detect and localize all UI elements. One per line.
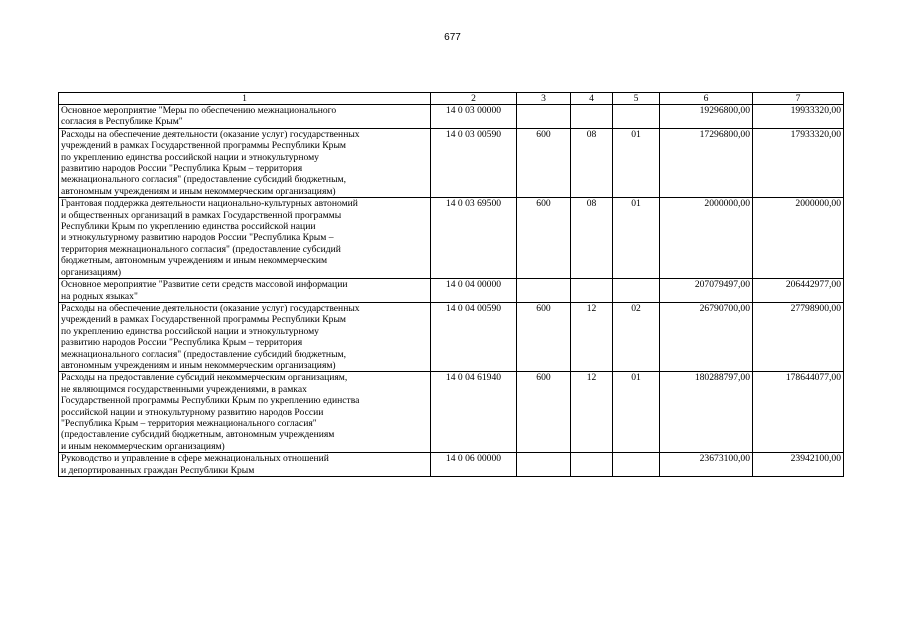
row-code: 14 0 03 00000 [431,105,517,129]
row-name: Основное мероприятие "Развитие сети средств массовой информации на родных языках" [59,279,431,303]
header-col-4: 4 [571,93,613,105]
header-col-6: 6 [660,93,753,105]
header-col-7: 7 [753,93,844,105]
header-col-1: 1 [59,93,431,105]
table-row [59,453,844,477]
row-amount-6: 26790700,00 [660,302,753,371]
table-row [59,105,844,129]
row-name: Основное мероприятие "Меры по обеспечению межнационального согласия в Республике Крым" [59,105,431,129]
row-col-4 [571,279,613,303]
row-col-3 [517,279,571,303]
table-row [59,279,844,303]
header-col-2: 2 [431,93,517,105]
row-col-3 [517,453,571,477]
row-amount-7: 19933320,00 [753,105,844,129]
header-col-3: 3 [517,93,571,105]
row-amount-6: 180288797,00 [660,372,753,453]
row-name: Руководство и управление в сфере межнациональных отношений и депортированных граждан Республики Крым [59,453,431,477]
row-col-5: 01 [613,372,660,453]
row-name: Расходы на предоставление субсидий некоммерческим организациям, не являющимся государственными учреждениями, в рамках Государственной программы Республики Крым по укреплению единства российской нации и этнокультурному развитию народов России "Республика Крым – территория межнационального согласия" (предоставление субсидий бюджетным, автономным учреждениям и иным некоммерческим организациям) [59,372,431,453]
row-col-3: 600 [517,372,571,453]
row-amount-7: 23942100,00 [753,453,844,477]
row-col-3: 600 [517,128,571,197]
row-col-5 [613,453,660,477]
row-name: Расходы на обеспечение деятельности (оказание услуг) государственных учреждений в рамках Государственной программы Республики Крым по укреплению единства российской нации и этнокультурному развитию народов России "Республика Крым – территория межнационального согласия" (предоставление субсидий бюджетным, автономным учреждениям и иным некоммерческим организациям) [59,128,431,197]
row-code: 14 0 04 61940 [431,372,517,453]
row-col-4: 08 [571,128,613,197]
page-number: 677 [444,32,461,43]
row-amount-6: 2000000,00 [660,198,753,279]
row-col-5: 01 [613,128,660,197]
row-col-4: 12 [571,302,613,371]
row-amount-7: 27798900,00 [753,302,844,371]
table-row [59,302,844,371]
row-amount-6: 207079497,00 [660,279,753,303]
row-col-4 [571,453,613,477]
row-col-5: 02 [613,302,660,371]
header-col-5: 5 [613,93,660,105]
row-col-4: 08 [571,198,613,279]
row-col-5 [613,105,660,129]
table-row [59,198,844,279]
table-row [59,372,844,453]
budget-table [58,92,844,477]
row-code: 14 0 03 00590 [431,128,517,197]
row-name: Расходы на обеспечение деятельности (оказание услуг) государственных учреждений в рамках Государственной программы Республики Крым по укреплению единства российской нации и этнокультурному развитию народов России "Республика Крым – территория межнационального согласия" (предоставление субсидий бюджетным, автономным учреждениям и иным некоммерческим организациям) [59,302,431,371]
row-col-3: 600 [517,198,571,279]
row-code: 14 0 06 00000 [431,453,517,477]
row-amount-7: 206442977,00 [753,279,844,303]
row-col-3: 600 [517,302,571,371]
row-amount-7: 17933320,00 [753,128,844,197]
row-amount-7: 178644077,00 [753,372,844,453]
row-amount-6: 17296800,00 [660,128,753,197]
row-col-5 [613,279,660,303]
row-col-4 [571,105,613,129]
table-row [59,128,844,197]
row-col-4: 12 [571,372,613,453]
row-code: 14 0 04 00590 [431,302,517,371]
row-name: Грантовая поддержка деятельности национально-культурных автономий и общественных организаций в рамках Государственной программы Республики Крым по укреплению единства российской нации и этнокультурному развитию народов России "Республика Крым – территория межнационального согласия" (предоставление субсидий бюджетным, автономным учреждениям и иным некоммерческим организациям) [59,198,431,279]
row-amount-6: 19296800,00 [660,105,753,129]
row-code: 14 0 04 00000 [431,279,517,303]
row-col-3 [517,105,571,129]
row-col-5: 01 [613,198,660,279]
row-amount-7: 2000000,00 [753,198,844,279]
header-row [59,93,844,105]
row-code: 14 0 03 69500 [431,198,517,279]
row-amount-6: 23673100,00 [660,453,753,477]
